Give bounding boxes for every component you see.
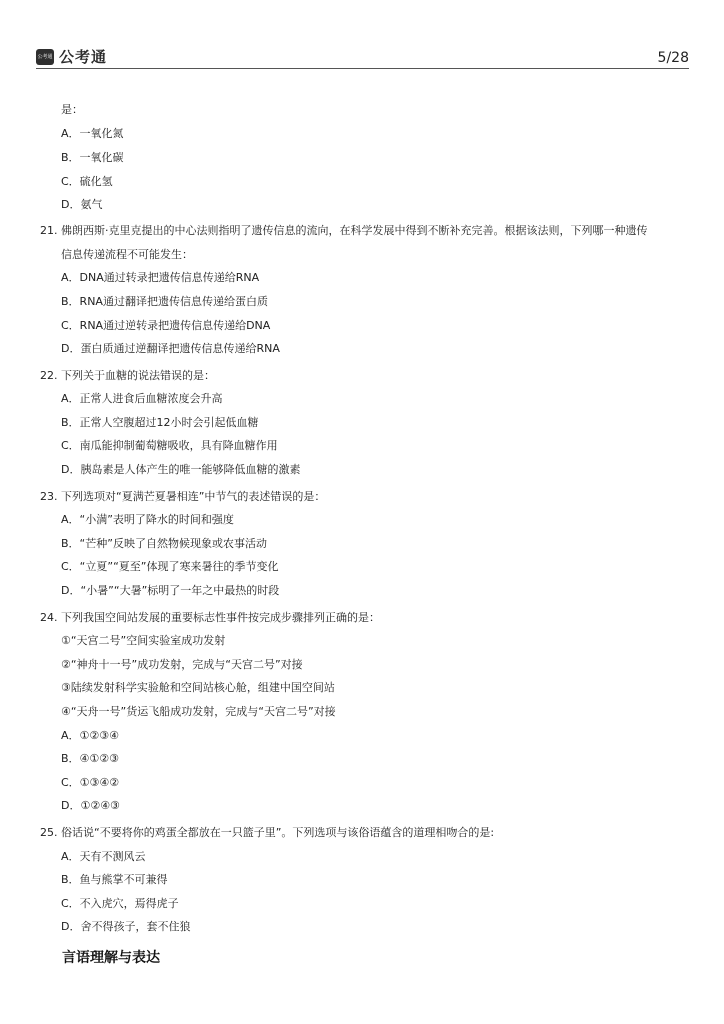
- q23-option-c: C．“立夏”“夏至”体现了寒来暑往的季节变化: [61, 560, 279, 573]
- q25-option-a: A．天有不测风云: [61, 850, 146, 863]
- q21-option-b: B．RNA通过翻译把遗传信息传递给蛋白质: [61, 295, 268, 308]
- question-23: 23. 下列选项对“夏满芒夏暑相连”中节气的表述错误的是：: [40, 490, 326, 503]
- question-21-continued: 信息传递流程不可能发生：: [61, 248, 193, 261]
- q25-option-c: C．不入虎穴，焉得虎子: [61, 897, 179, 910]
- q24-item-3: ③陆续发射科学实验舱和空间站核心舱，组建中国空间站: [61, 681, 335, 694]
- section-heading: 言语理解与表达: [62, 950, 160, 966]
- page-number: 5/28: [657, 50, 689, 66]
- q24-item-1: ①“天宫二号”空间实验室成功发射: [61, 634, 226, 647]
- q24-option-b: B．④①②③: [61, 752, 119, 765]
- q21-option-d: D．蛋白质通过逆翻译把遗传信息传递给RNA: [61, 342, 280, 355]
- q22-option-c: C．南瓜能抑制葡萄糖吸收，具有降血糖作用: [61, 439, 278, 452]
- logo-mark: 公考通: [36, 49, 54, 65]
- q20-option-d: D．氨气: [61, 198, 103, 211]
- q24-option-c: C．①③④②: [61, 776, 120, 789]
- q23-option-a: A．“小满”表明了降水的时间和强度: [61, 513, 234, 526]
- q20-option-b: B．一氧化碳: [61, 151, 124, 164]
- logo-text: 公考通: [59, 48, 108, 66]
- q24-option-a: A．①②③④: [61, 729, 119, 742]
- q22-option-d: D．胰岛素是人体产生的唯一能够降低血糖的激素: [61, 463, 301, 476]
- q23-option-b: B．“芒种”反映了自然物候现象或农事活动: [61, 537, 267, 550]
- question-21: 21. 佛朗西斯·克里克提出的中心法则指明了遗传信息的流向，在科学发展中得到不断补充完善。根据该法则，下列哪一种遗传: [40, 224, 648, 237]
- q20-option-c: C．硫化氢: [61, 175, 113, 188]
- header-divider: [36, 68, 689, 69]
- q25-option-d: D．舍不得孩子，套不住狼: [61, 920, 191, 933]
- q23-option-d: D．“小暑”“大暑”标明了一年之中最热的时段: [61, 584, 280, 597]
- q20-option-a: A．一氧化氮: [61, 127, 124, 140]
- question-25: 25. 俗话说“不要将你的鸡蛋全都放在一只篮子里”。下列选项与该俗语蕴含的道理相吻合的是:: [40, 826, 495, 839]
- q24-item-4: ④“天舟一号”货运飞船成功发射，完成与“天宫二号”对接: [61, 705, 336, 718]
- question-20-tail: 是：: [61, 103, 83, 116]
- q21-option-c: C．RNA通过逆转录把遗传信息传递给DNA: [61, 319, 271, 332]
- q22-option-b: B．正常人空腹超过12小时会引起低血糖: [61, 416, 259, 429]
- q25-option-b: B．鱼与熊掌不可兼得: [61, 873, 168, 886]
- page-header: [36, 44, 689, 68]
- q24-item-2: ②“神舟十一号”成功发射，完成与“天宫二号”对接: [61, 658, 303, 671]
- q24-option-d: D．①②④③: [61, 799, 120, 812]
- q21-option-a: A．DNA通过转录把遗传信息传递给RNA: [61, 271, 260, 284]
- logo: [36, 46, 107, 67]
- question-24: 24. 下列我国空间站发展的重要标志性事件按完成步骤排列正确的是：: [40, 611, 380, 624]
- q22-option-a: A．正常人进食后血糖浓度会升高: [61, 392, 223, 405]
- question-22: 22. 下列关于血糖的说法错误的是：: [40, 369, 215, 382]
